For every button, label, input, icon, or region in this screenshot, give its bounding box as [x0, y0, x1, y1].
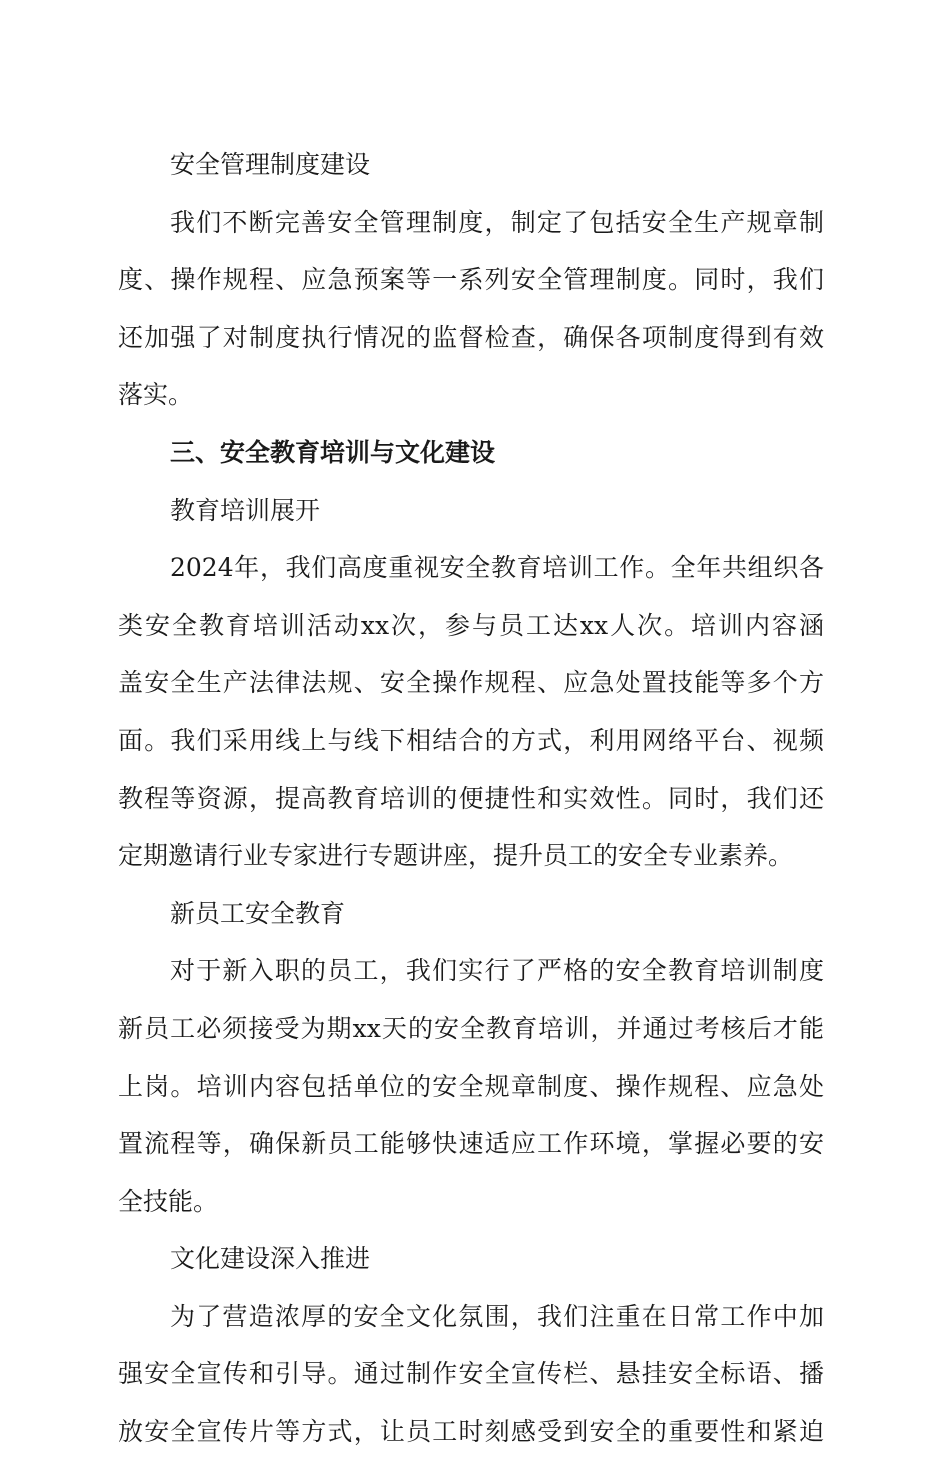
paragraph-line: 面。我们采用线上与线下相结合的方式，利用网络平台、视频: [118, 725, 824, 755]
paragraph-line: 定期邀请行业专家进行专题讲座，提升员工的安全专业素养。: [118, 841, 794, 871]
section-subheading: 文化建设深入推进: [170, 1244, 371, 1274]
section-subheading: 安全管理制度建设: [170, 150, 371, 179]
section-subheading: 教育培训展开: [170, 495, 321, 525]
paragraph-line: 教程等资源，提高教育培训的便捷性和实效性。同时，我们还: [118, 783, 824, 813]
paragraph-line: 2024年，我们高度重视安全教育培训工作。全年共组织各: [170, 553, 824, 583]
section-subheading: 新员工安全教育: [170, 898, 346, 928]
paragraph-line: 盖安全生产法律法规、安全操作规程、应急处置技能等多个方: [118, 668, 824, 698]
paragraph-line: 置流程等，确保新员工能够快速适应工作环境，掌握必要的安: [118, 1129, 824, 1159]
paragraph-line: 为了营造浓厚的安全文化氛围，我们注重在日常工作中加: [170, 1301, 824, 1331]
paragraph-line: 放安全宣传片等方式，让员工时刻感受到安全的重要性和紧迫: [118, 1417, 824, 1447]
paragraph-line: 新员工必须接受为期xx天的安全教育培训，并通过考核后才能: [118, 1013, 824, 1043]
paragraph-line: 类安全教育培训活动xx次，参与员工达xx人次。培训内容涵: [118, 610, 824, 640]
paragraph-line: 对于新入职的员工，我们实行了严格的安全教育培训制度: [170, 956, 824, 986]
paragraph-line: 强安全宣传和引导。通过制作安全宣传栏、悬挂安全标语、播: [118, 1359, 824, 1389]
paragraph-line: 全技能。: [118, 1186, 219, 1216]
paragraph-line: 我们不断完善安全管理制度，制定了包括安全生产规章制: [170, 207, 824, 237]
paragraph-line: 度、操作规程、应急预案等一系列安全管理制度。同时，我们: [118, 265, 824, 295]
paragraph-line: 上岗。培训内容包括单位的安全规章制度、操作规程、应急处: [118, 1071, 824, 1101]
section-heading: 三、安全教育培训与文化建设: [170, 437, 496, 467]
document-body: [118, 136, 824, 1461]
paragraph-line: 还加强了对制度执行情况的监督检查，确保各项制度得到有效: [118, 322, 824, 352]
paragraph-line: 落实。: [118, 380, 194, 410]
